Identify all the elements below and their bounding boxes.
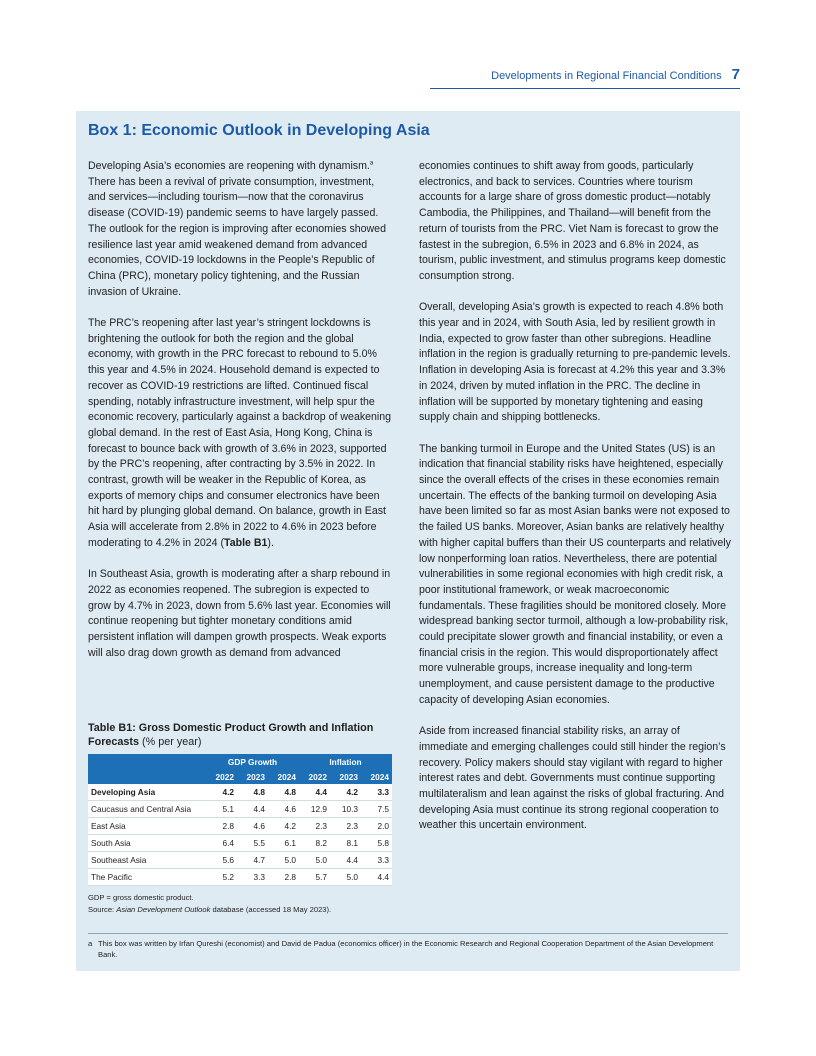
table-cell: 3.3 <box>361 852 392 869</box>
source-title: Asian Development Outlook <box>116 905 211 914</box>
table-cell: 2.3 <box>299 818 330 835</box>
table-cell: 4.4 <box>330 852 361 869</box>
year-header: 2024 <box>268 769 299 784</box>
table-row <box>88 818 392 835</box>
table-cell: 5.7 <box>299 869 330 886</box>
paragraph-prc: The PRC’s reopening after last year’s stringent lockdowns is brightening the outlook for both the region and the global economy, with growth in the PRC forecast to rebound to 5.0% this year and 4.5% in 2024. Household demand is expected to recover as COVID-19 restrictions are lifted. Continued fiscal spending, notably infrastructure investment, will help spur the economic recovery, particularly against a backdrop of weakening global demand. In the rest of East Asia, Hong Kong, China is forecast to bounce back with growth of 3.6% in 2023, supported by the PRC’s reopening, after contracting by 3.5% in 2022. In contrast, growth will be weaker in the Republic of Korea, as exports of memory chips and consumer electronics have been hit hard by plunging global demand. On balance, growth in East Asia will accelerate from 2.8% in 2022 to 4.6% in 2023 before moderating to 4.2% in 2024 (Table B1). <box>88 317 392 549</box>
table-row <box>88 835 392 852</box>
table-unit: (% per year) <box>142 736 202 748</box>
table-row <box>88 852 392 869</box>
table-abbreviation-note: GDP = gross domestic product. <box>88 893 194 902</box>
table-b1 <box>88 721 392 916</box>
table-cell: 4.2 <box>268 818 299 835</box>
footnote-rule <box>88 933 728 934</box>
paragraph-services-shift: economies continues to shift away from goods, particularly electronics, and back to services. Countries where tourism accounts for a large share of gross domestic product—notably Cambodia, the Philippines, and Thailand—will benefit from the return of tourists from the PRC. Viet Nam is forecast to grow the fastest in the subregion, 6.5% in 2023 and 6.8% in 2024, as tourism, public investment, and stimulus programs keep domestic consumption strong. <box>419 160 726 282</box>
table-row <box>88 801 392 818</box>
table-cell: 4.4 <box>237 801 268 818</box>
group-header-inflation: Inflation <box>299 754 392 769</box>
table-row <box>88 869 392 886</box>
table-year-header-row <box>88 769 392 784</box>
year-header: 2022 <box>299 769 330 784</box>
right-column <box>419 159 731 850</box>
table-cell: 7.5 <box>361 801 392 818</box>
left-column <box>88 159 392 677</box>
year-header: 2023 <box>330 769 361 784</box>
paragraph-banking-turmoil: The banking turmoil in Europe and the United States (US) is an indication that financial stability risks have heightened, especially since the overall effects of the crises in these economies remain uncertain. The effects of the banking turmoil on developing Asia have been limited so far as most Asian banks were not exposed to the failed US banks. Moreover, Asian banks are relatively healthy with higher capital buffers than their US counterparts and relatively low nonperforming loan ratios. Nevertheless, there are potential vulnerabilities in some regional economies with high credit risk, a poor institutional framework, or weak macroeconomic fundamentals. These fragilities should be monitored closely. More widespread banking sector turmoil, although a low-probability risk, could precipitate slower growth and financial instability, or even a financial crisis in the region. This would disproportionately affect more vulnerable groups, increase inequality and long-term unemployment, and cause persistent damage to the productive capacity of developing Asian economies. <box>419 442 731 706</box>
table-cell: 6.1 <box>268 835 299 852</box>
box-panel <box>76 111 740 971</box>
footnote-text: This box was written by Irfan Qureshi (economist) and David de Padua (economics officer) in the Economic Research and Regional Cooperation Department of the Asian Development Bank. <box>98 939 714 959</box>
table-cell: 8.1 <box>330 835 361 852</box>
footnote-ref[interactable]: a <box>369 160 374 167</box>
table-cell: 2.8 <box>206 818 237 835</box>
table-cell: 3.3 <box>237 869 268 886</box>
table-cell: 2.8 <box>268 869 299 886</box>
table-cell: 5.8 <box>361 835 392 852</box>
footnote <box>88 938 720 960</box>
row-label: South Asia <box>88 835 206 852</box>
table-cell: 5.1 <box>206 801 237 818</box>
table-group-header-row <box>88 754 392 769</box>
table-cell: 4.6 <box>237 818 268 835</box>
table-reference-link[interactable]: Table B1 <box>224 536 268 549</box>
table-cell: 3.3 <box>361 784 392 801</box>
table-cell: 4.4 <box>299 784 330 801</box>
row-label: Caucasus and Central Asia <box>88 801 206 818</box>
row-label: East Asia <box>88 818 206 835</box>
table-cell: 5.6 <box>206 852 237 869</box>
running-title: Developments in Regional Financial Conditions <box>491 70 722 82</box>
table-cell: 5.2 <box>206 869 237 886</box>
paragraph-intro: Developing Asia’s economies are reopening with dynamism.$^a$ There has been a revival of private consumption, investment, and services—including tourism—now that the coronavirus disease (COVID-19) pandemic seems to have largely passed. The outlook for the region is improving after economies showed resilience last year amid weakened demand from advanced economies, COVID-19 lockdowns in the People’s Republic of China (PRC), monetary policy tightening, and the Russian invasion of Ukraine. <box>88 160 386 298</box>
paragraph-southeast-asia: In Southeast Asia, growth is moderating after a sharp rebound in 2022 as economies reopened. The subregion is expected to grow by 4.7% in 2023, down from 5.6% last year. Economies will continue reopening but tighter monetary conditions amid persistent inflation will dampen growth prospects. Weak exports will also drag down growth as demand from advanced <box>88 568 391 659</box>
table-row <box>88 784 392 801</box>
year-header: 2022 <box>206 769 237 784</box>
table-cell: 4.6 <box>268 801 299 818</box>
running-header <box>491 66 740 83</box>
table-cell: 10.3 <box>330 801 361 818</box>
row-label: Southeast Asia <box>88 852 206 869</box>
group-header-gdp: GDP Growth <box>206 754 299 769</box>
footnote-mark: a <box>88 939 93 948</box>
table-cell: 4.4 <box>361 869 392 886</box>
box-title: Box 1: Economic Outlook in Developing Asia <box>88 122 430 139</box>
table-cell: 4.2 <box>330 784 361 801</box>
table-cell: 5.5 <box>237 835 268 852</box>
table-cell: 4.8 <box>237 784 268 801</box>
table-cell: 4.8 <box>268 784 299 801</box>
row-label: Developing Asia <box>88 784 206 801</box>
paragraph-challenges: Aside from increased financial stability risks, an array of immediate and emerging challenges could still hinder the region’s recovery. Policy makers should stay vigilant with regard to higher interest rates and debt. Governments must continue supporting multilateralism and lean against the risks of global fracturing. And developing Asia must continue its strong regional cooperation to weather this uncertain environment. <box>419 725 726 832</box>
table-cell: 12.9 <box>299 801 330 818</box>
table-source-note: Source: Asian Development Outlook database (accessed 18 May 2023). <box>88 905 332 914</box>
row-label: The Pacific <box>88 869 206 886</box>
page-number: 7 <box>731 66 740 83</box>
table-notes <box>88 892 392 916</box>
table-cell: 4.2 <box>206 784 237 801</box>
paragraph-overall-growth: Overall, developing Asia’s growth is expected to reach 4.8% both this year and in 2024, with South Asia, led by resilient growth in India, expected to grow faster than other subregions. Headline inflation in the region is gradually returning to pre-pandemic levels. Inflation in developing Asia is forecast at 4.2% this year and 3.3% in 2024, driven by muted inflation in the PRC. The decline in inflation will be supported by monetary tightening and easing supply chain and shipping bottlenecks. <box>419 301 731 424</box>
table-cell: 6.4 <box>206 835 237 852</box>
year-header: 2024 <box>361 769 392 784</box>
table-cell: 4.7 <box>237 852 268 869</box>
table-title: Table B1: Gross Domestic Product Growth and Inflation Forecasts (% per year) <box>88 722 374 748</box>
table-cell: 5.0 <box>268 852 299 869</box>
table-cell: 5.0 <box>299 852 330 869</box>
header-rule <box>430 88 740 89</box>
year-header: 2023 <box>237 769 268 784</box>
table-cell: 2.0 <box>361 818 392 835</box>
table-cell: 2.3 <box>330 818 361 835</box>
forecast-table <box>88 754 392 886</box>
table-cell: 5.0 <box>330 869 361 886</box>
table-cell: 8.2 <box>299 835 330 852</box>
